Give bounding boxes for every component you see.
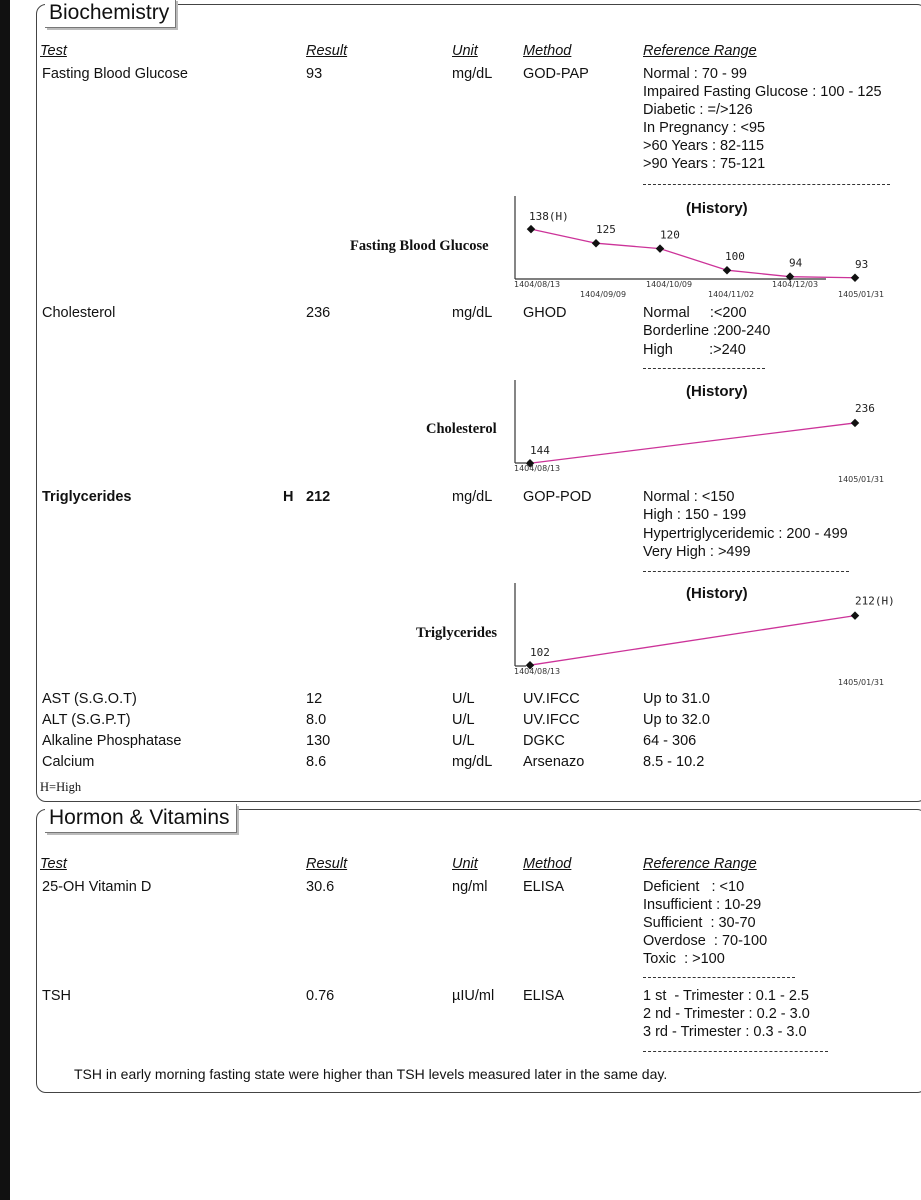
- tg-ref-line: Normal : <150: [643, 489, 735, 505]
- ast-method: UV.IFCC: [523, 691, 580, 707]
- header-unit: Unit: [452, 856, 478, 872]
- header-reference: Reference Range: [643, 856, 757, 872]
- header-test: Test: [40, 856, 67, 872]
- chol-ref-line: High :>240: [643, 342, 746, 358]
- calcium-test: Calcium: [42, 754, 95, 770]
- tg-ref-line: Hypertriglyceridemic : 200 - 499: [643, 526, 848, 542]
- tsh-unit: µIU/ml: [452, 988, 495, 1004]
- header-result: Result: [306, 43, 348, 59]
- tg-result: 212: [306, 489, 331, 505]
- tg-method: GOP-POD: [523, 489, 592, 505]
- fbs-ref-line: >60 Years : 82-115: [643, 138, 765, 154]
- fbs-ref-line: >90 Years : 75-121: [643, 156, 766, 172]
- alp-test: Alkaline Phosphatase: [42, 733, 182, 749]
- tg-ref-line: Very High : >499: [643, 544, 751, 560]
- biochemistry-title: Biochemistry: [45, 0, 176, 28]
- fbs-ref-line: Diabetic : =/>126: [643, 102, 753, 118]
- fbs-ref-line: Impaired Fasting Glucose : 100 - 125: [643, 84, 882, 100]
- fbs-ref-line: In Pregnancy : <95: [643, 120, 766, 136]
- alp-unit: U/L: [452, 733, 475, 749]
- header-method: Method: [523, 43, 572, 59]
- fbs-chart-title: (History): [686, 200, 748, 217]
- chol-test: Cholesterol: [42, 305, 116, 321]
- data-label: 102: [530, 646, 550, 660]
- hormones-title: Hormon & Vitamins: [45, 804, 237, 833]
- fbs-chart-label: Fasting Blood Glucose: [350, 238, 489, 254]
- header-test: Test: [40, 43, 67, 59]
- calcium-unit: mg/dL: [452, 754, 493, 770]
- vitd-unit: ng/ml: [452, 879, 488, 895]
- tg-test: Triglycerides: [42, 489, 132, 505]
- tsh-result: 0.76: [306, 988, 335, 1004]
- vitd-method: ELISA: [523, 879, 565, 895]
- ast-unit: U/L: [452, 691, 475, 707]
- x-tick-label: 1404/09/09: [580, 290, 627, 299]
- alp-result: 130: [306, 733, 331, 749]
- data-label: 212(H): [855, 594, 895, 608]
- fbs-test: Fasting Blood Glucose: [42, 66, 188, 82]
- tg-ref-line: High : 150 - 199: [643, 507, 747, 523]
- tsh-ref-line: 3 rd - Trimester : 0.3 - 3.0: [643, 1024, 807, 1040]
- x-tick-label: 1404/08/13: [514, 667, 561, 676]
- alp-method: DGKC: [523, 733, 565, 749]
- data-label: 93: [855, 257, 869, 271]
- header-reference: Reference Range: [643, 43, 757, 59]
- header-result: Result: [306, 856, 348, 872]
- x-tick-label: 1404/10/09: [646, 280, 693, 289]
- chol-chart-label: Cholesterol: [426, 421, 497, 437]
- tsh-ref-line: 2 nd - Trimester : 0.2 - 3.0: [643, 1006, 810, 1022]
- fbs-method: GOD-PAP: [523, 66, 589, 82]
- data-label: 144: [530, 444, 550, 458]
- chol-ref-line: Normal :<200: [643, 305, 747, 321]
- x-tick-label: 1404/08/13: [514, 464, 561, 473]
- vitd-divider: [643, 977, 795, 978]
- alt-method: UV.IFCC: [523, 712, 580, 728]
- x-tick-label: 1404/12/03: [772, 280, 819, 289]
- calcium-method: Arsenazo: [523, 754, 585, 770]
- fbs-ref-line: Normal : 70 - 99: [643, 66, 747, 82]
- tg-chart-label: Triglycerides: [416, 625, 498, 641]
- data-label: 120: [660, 228, 680, 242]
- alt-result: 8.0: [306, 712, 327, 728]
- data-label: 138(H): [529, 210, 569, 224]
- vitd-ref-line: Insufficient : 10-29: [643, 897, 762, 913]
- data-label: 100: [725, 250, 745, 264]
- chol-unit: mg/dL: [452, 305, 493, 321]
- chol-ref-line: Borderline :200-240: [643, 323, 771, 339]
- chol-chart-title: (History): [686, 383, 748, 400]
- alt-reference: Up to 32.0: [643, 712, 710, 728]
- calcium-result: 8.6: [306, 754, 327, 770]
- data-label: 125: [596, 223, 616, 237]
- tsh-test: TSH: [42, 988, 71, 1004]
- alp-reference: 64 - 306: [643, 733, 697, 749]
- alt-unit: U/L: [452, 712, 475, 728]
- alt-test: ALT (S.G.P.T): [42, 712, 131, 728]
- header-unit: Unit: [452, 43, 478, 59]
- tsh-method: ELISA: [523, 988, 565, 1004]
- chol-result: 236: [306, 305, 331, 321]
- x-tick-label: 1405/01/31: [838, 678, 885, 687]
- chol-method: GHOD: [523, 305, 567, 321]
- x-tick-label: 1404/11/02: [708, 290, 755, 299]
- vitd-ref-line: Sufficient : 30-70: [643, 915, 756, 931]
- data-label: 236: [855, 401, 875, 415]
- fbs-unit: mg/dL: [452, 66, 493, 82]
- x-tick-label: 1404/08/13: [514, 280, 561, 289]
- ast-reference: Up to 31.0: [643, 691, 710, 707]
- tsh-note: TSH in early morning fasting state were higher than TSH levels measured later in the same day.: [74, 1066, 668, 1082]
- vitd-ref-line: Overdose : 70-100: [643, 933, 768, 949]
- fbs-result: 93: [306, 66, 323, 82]
- calcium-reference: 8.5 - 10.2: [643, 754, 705, 770]
- flag-legend: H=High: [40, 780, 82, 794]
- tg-flag: H: [283, 489, 294, 505]
- series-line: [530, 616, 855, 666]
- vitd-result: 30.6: [306, 879, 335, 895]
- vitd-ref-line: Toxic : >100: [643, 951, 725, 967]
- x-tick-label: 1405/01/31: [838, 290, 885, 299]
- tg-unit: mg/dL: [452, 489, 493, 505]
- ast-result: 12: [306, 691, 323, 707]
- vitd-test: 25-OH Vitamin D: [42, 879, 152, 895]
- data-label: 94: [789, 256, 803, 270]
- vitd-ref-line: Deficient : <10: [643, 879, 745, 895]
- header-method: Method: [523, 856, 572, 872]
- ast-test: AST (S.G.O.T): [42, 691, 137, 707]
- tg-chart-title: (History): [686, 585, 748, 602]
- tsh-divider: [643, 1051, 828, 1052]
- data-point: [851, 611, 859, 619]
- x-tick-label: 1405/01/31: [838, 475, 885, 484]
- tsh-ref-line: 1 st - Trimester : 0.1 - 2.5: [643, 988, 809, 1004]
